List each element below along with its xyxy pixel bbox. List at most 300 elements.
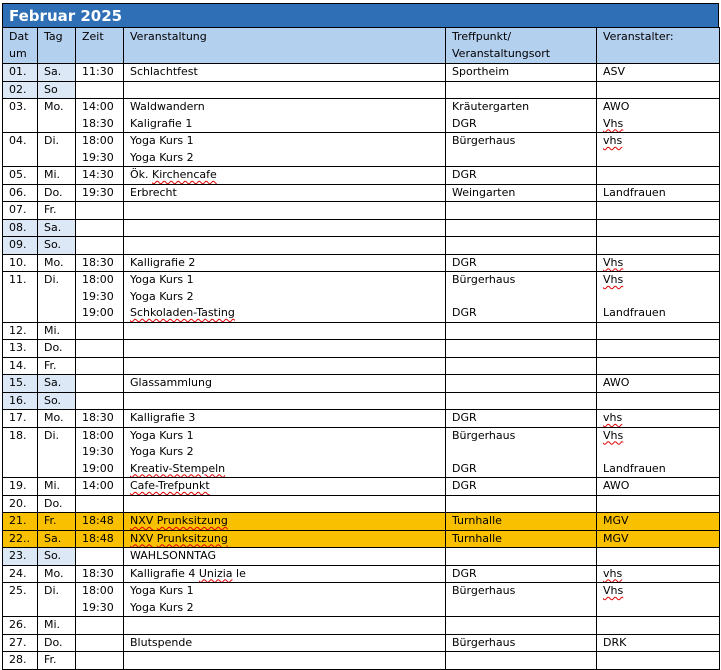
cell-place — [446, 478, 597, 496]
cell-place-line: DGR — [452, 306, 477, 319]
cell-weekday-line: Di. — [44, 584, 60, 597]
cell-time-line: 18:00 — [82, 273, 114, 286]
table-row — [3, 617, 720, 635]
cell-time — [76, 617, 124, 635]
cell-day — [3, 202, 38, 220]
cell-weekday — [38, 410, 76, 428]
cell-weekday-line: Mi. — [44, 168, 61, 181]
header-veranstaltung: Veranstaltung — [124, 28, 446, 64]
table-row — [3, 565, 720, 583]
table-row — [3, 652, 720, 670]
cell-event — [124, 427, 446, 478]
cell-time-line — [82, 635, 123, 652]
cell-weekday — [38, 254, 76, 272]
cell-time-line — [82, 237, 123, 254]
cell-place-line: Bürgerhaus — [452, 428, 516, 442]
cell-organizer-line — [603, 289, 719, 306]
cell-weekday-line: Sa. — [44, 220, 62, 234]
cell-time-line: 19:00 — [82, 306, 114, 319]
cell-time — [76, 427, 124, 478]
cell-weekday-line: So. — [44, 393, 62, 407]
cell-event-line: Yoga Kurs 2 — [130, 445, 194, 458]
cell-organizer — [597, 617, 720, 635]
cell-day-line: 26. — [9, 618, 27, 631]
cell-day-line: 24. — [9, 566, 27, 580]
cell-time — [76, 202, 124, 220]
cell-place-line — [452, 600, 596, 617]
cell-day-line: 13. — [9, 341, 27, 354]
cell-place-line — [452, 82, 596, 99]
cell-event — [124, 219, 446, 237]
cell-place-line — [452, 393, 596, 410]
cell-event-line: Schlachtfest — [130, 65, 198, 78]
cell-organizer — [597, 410, 720, 428]
events-body — [3, 64, 720, 670]
table-row — [3, 184, 720, 202]
cell-time-line: 19:30 — [82, 445, 114, 458]
table-row — [3, 392, 720, 410]
cell-time-line: 11:30 — [82, 65, 114, 78]
cell-organizer — [597, 478, 720, 496]
cell-organizer-line: Vhs — [603, 273, 624, 286]
cell-organizer-line: MGV — [603, 531, 629, 545]
table-row — [3, 495, 720, 513]
cell-event-line: Schkoladen-Tasting — [130, 306, 235, 319]
cell-event-line — [130, 82, 445, 99]
cell-day — [3, 548, 38, 566]
cell-weekday — [38, 64, 76, 82]
cell-day — [3, 322, 38, 340]
cell-place — [446, 357, 597, 375]
cell-organizer-line: Vhs — [603, 584, 624, 597]
cell-organizer-line: AWO — [603, 376, 630, 389]
cell-day — [3, 237, 38, 255]
cell-weekday-line: So — [44, 82, 58, 96]
cell-event-line: Waldwandern — [130, 100, 205, 113]
cell-time — [76, 357, 124, 375]
cell-day-line: 17. — [9, 411, 27, 424]
cell-place — [446, 81, 597, 99]
cell-day-line: 28. — [9, 653, 27, 666]
cell-weekday — [38, 237, 76, 255]
cell-day-line — [9, 289, 37, 306]
cell-place — [446, 133, 597, 167]
cell-event — [124, 530, 446, 548]
table-row — [3, 357, 720, 375]
table-row — [3, 322, 720, 340]
cell-organizer-line: vhs — [603, 134, 623, 147]
cell-time-line — [82, 617, 123, 634]
cell-weekday-line: Mi. — [44, 479, 61, 492]
cell-place — [446, 634, 597, 652]
cell-day — [3, 617, 38, 635]
table-row — [3, 410, 720, 428]
cell-day-line: 18. — [9, 428, 27, 442]
cell-organizer — [597, 392, 720, 410]
cell-weekday — [38, 322, 76, 340]
cell-place-line: DGR — [452, 461, 477, 475]
header-zeit: Zeit — [76, 28, 124, 64]
cell-place-line — [452, 323, 596, 340]
cell-organizer-line: AWO — [603, 100, 630, 113]
cell-weekday-line: So. — [44, 238, 62, 251]
cell-organizer-line: Landfrauen — [603, 461, 666, 475]
cell-day-line: 25. — [9, 584, 27, 597]
cell-time-line — [82, 323, 123, 340]
cell-place-line: Bürgerhaus — [452, 635, 516, 649]
cell-organizer — [597, 357, 720, 375]
cell-time-line: 14:00 — [82, 479, 114, 492]
cell-place — [446, 410, 597, 428]
cell-organizer — [597, 133, 720, 167]
cell-place-line — [452, 548, 596, 565]
cell-event — [124, 617, 446, 635]
cell-day — [3, 478, 38, 496]
cell-weekday — [38, 184, 76, 202]
cell-weekday — [38, 81, 76, 99]
cell-event — [124, 495, 446, 513]
cell-event-line: Ök. Kirchencafe — [130, 168, 217, 181]
cell-weekday — [38, 219, 76, 237]
cell-event — [124, 99, 446, 133]
cell-time-line — [82, 548, 123, 565]
cell-weekday-line: Di. — [44, 273, 60, 286]
cell-organizer-line: vhs — [603, 411, 623, 424]
cell-time — [76, 478, 124, 496]
cell-time-line — [82, 202, 123, 219]
cell-time-line: 18:00 — [82, 428, 114, 442]
cell-event-line: Yoga Kurs 2 — [130, 289, 194, 303]
cell-time — [76, 513, 124, 531]
cell-time — [76, 375, 124, 393]
cell-weekday-line: Mi. — [44, 618, 61, 631]
cell-time — [76, 272, 124, 323]
cell-place-line — [452, 358, 596, 375]
cell-place-line: DGR — [452, 116, 477, 130]
cell-weekday — [38, 478, 76, 496]
table-row — [3, 427, 720, 478]
cell-weekday — [38, 340, 76, 358]
cell-event — [124, 410, 446, 428]
cell-organizer-line — [603, 340, 719, 357]
cell-day-line: 23. — [9, 549, 27, 562]
cell-place-line — [452, 375, 596, 392]
cell-organizer — [597, 64, 720, 82]
cell-weekday-line — [44, 289, 75, 306]
cell-event — [124, 272, 446, 323]
cell-event-line — [130, 202, 445, 219]
cell-event — [124, 81, 446, 99]
cell-weekday-line: Sa. — [44, 376, 62, 389]
cell-organizer — [597, 272, 720, 323]
cell-time-line: 19:30 — [82, 150, 114, 164]
cell-place — [446, 375, 597, 393]
cell-time — [76, 322, 124, 340]
table-row — [3, 99, 720, 133]
cell-day — [3, 219, 38, 237]
cell-time-line: 18:00 — [82, 584, 114, 597]
cell-organizer-line — [603, 220, 719, 237]
cell-day — [3, 634, 38, 652]
cell-day — [3, 530, 38, 548]
cell-day-line: 21. — [9, 514, 27, 527]
cell-place-line — [452, 289, 596, 306]
cell-day — [3, 495, 38, 513]
cell-weekday-line: Mo. — [44, 566, 64, 580]
cell-event-line — [130, 340, 445, 357]
cell-event-line: Erbrecht — [130, 185, 177, 199]
cell-weekday — [38, 583, 76, 617]
cell-time — [76, 583, 124, 617]
table-row — [3, 254, 720, 272]
cell-event — [124, 583, 446, 617]
cell-event — [124, 167, 446, 185]
cell-place — [446, 530, 597, 548]
cell-time-line: 19:30 — [82, 600, 114, 614]
cell-place — [446, 513, 597, 531]
cell-time — [76, 184, 124, 202]
cell-day-line: 01. — [9, 65, 27, 78]
cell-time-line: 14:00 — [82, 100, 114, 113]
cell-place-line — [452, 444, 596, 461]
cell-organizer — [597, 375, 720, 393]
cell-place-line: Kräutergarten — [452, 100, 530, 113]
cell-weekday — [38, 548, 76, 566]
cell-day — [3, 254, 38, 272]
cell-organizer-line: ASV — [603, 65, 626, 78]
cell-day — [3, 375, 38, 393]
cell-event — [124, 64, 446, 82]
cell-place — [446, 565, 597, 583]
cell-weekday — [38, 427, 76, 478]
cell-time-line: 19:30 — [82, 185, 114, 199]
cell-place-line: Turnhalle — [452, 531, 502, 545]
cell-weekday — [38, 202, 76, 220]
cell-weekday-line — [44, 461, 75, 478]
cell-weekday-line — [44, 116, 75, 133]
cell-weekday — [38, 133, 76, 167]
cell-organizer-line — [603, 167, 719, 184]
cell-organizer — [597, 652, 720, 670]
cell-day-line: 19. — [9, 479, 27, 492]
cell-organizer — [597, 237, 720, 255]
cell-organizer — [597, 634, 720, 652]
cell-day — [3, 81, 38, 99]
cell-place — [446, 272, 597, 323]
header-row — [3, 28, 720, 64]
cell-day-line — [9, 461, 37, 478]
cell-weekday-line — [44, 305, 75, 322]
cell-organizer — [597, 81, 720, 99]
table-row — [3, 375, 720, 393]
cell-event-line — [130, 652, 445, 669]
cell-day — [3, 583, 38, 617]
cell-event — [124, 634, 446, 652]
cell-place — [446, 652, 597, 670]
cell-day — [3, 357, 38, 375]
cell-event — [124, 184, 446, 202]
table-row — [3, 167, 720, 185]
cell-place-line: DGR — [452, 479, 477, 492]
cell-day-line — [9, 444, 37, 461]
cell-event-line: Kalligrafie 2 — [130, 255, 196, 269]
cell-place — [446, 548, 597, 566]
cell-time-line — [82, 358, 123, 375]
cell-time-line: 18:48 — [82, 531, 114, 545]
cell-event — [124, 548, 446, 566]
cell-event — [124, 565, 446, 583]
cell-place — [446, 322, 597, 340]
cell-event-line: Kreativ-Stempeln — [130, 461, 226, 475]
cell-event-line: Yoga Kurs 1 — [130, 428, 194, 442]
cell-day-line: 10. — [9, 255, 27, 269]
cell-organizer — [597, 184, 720, 202]
cell-day — [3, 272, 38, 323]
cell-weekday-line: Mo. — [44, 411, 64, 424]
cell-time-line — [82, 652, 123, 669]
cell-day — [3, 99, 38, 133]
cell-place-line: Bürgerhaus — [452, 584, 516, 597]
cell-weekday — [38, 652, 76, 670]
table-row — [3, 513, 720, 531]
cell-place — [446, 202, 597, 220]
cell-event — [124, 357, 446, 375]
cell-day-line: 12. — [9, 323, 27, 337]
table-row — [3, 634, 720, 652]
cell-organizer — [597, 202, 720, 220]
cell-day — [3, 392, 38, 410]
cell-day — [3, 427, 38, 478]
table-row — [3, 202, 720, 220]
cell-event — [124, 513, 446, 531]
cell-event-line: Blutspende — [130, 635, 193, 649]
cell-event-line: Kalligrafie 3 — [130, 411, 196, 424]
cell-day — [3, 652, 38, 670]
cell-day — [3, 513, 38, 531]
cell-time-line: 18:30 — [82, 566, 114, 580]
cell-time-line: 18:30 — [82, 116, 114, 130]
cell-weekday — [38, 495, 76, 513]
cell-time — [76, 133, 124, 167]
cell-event — [124, 254, 446, 272]
cell-organizer-line — [603, 393, 719, 410]
cell-place — [446, 99, 597, 133]
cell-organizer — [597, 427, 720, 478]
cell-event-line: WAHLSONNTAG — [130, 549, 217, 562]
cell-weekday-line: Mo. — [44, 100, 64, 113]
cell-weekday-line: Do. — [44, 496, 63, 510]
cell-time-line — [82, 375, 123, 392]
cell-weekday-line: Di. — [44, 428, 60, 442]
cell-place — [446, 392, 597, 410]
cell-time — [76, 64, 124, 82]
header-ort: Treffpunkt/ Veranstaltungsort — [446, 28, 597, 64]
cell-weekday — [38, 617, 76, 635]
cell-time-line — [82, 393, 123, 410]
cell-time-line: 14:30 — [82, 168, 114, 181]
cell-organizer — [597, 495, 720, 513]
table-row — [3, 133, 720, 167]
cell-weekday — [38, 375, 76, 393]
cell-day-line — [9, 150, 37, 167]
cell-place — [446, 254, 597, 272]
cell-weekday-line: Do. — [44, 185, 63, 199]
cell-place-line: Bürgerhaus — [452, 273, 516, 286]
table-row — [3, 81, 720, 99]
cell-organizer — [597, 340, 720, 358]
cell-weekday-line: Do. — [44, 635, 63, 649]
cell-event — [124, 375, 446, 393]
cell-time — [76, 254, 124, 272]
table-row — [3, 237, 720, 255]
table-row — [3, 272, 720, 323]
cell-event-line: Glassammlung — [130, 376, 212, 389]
cell-organizer-line — [603, 358, 719, 375]
cell-place-line — [452, 340, 596, 357]
cell-day-line: 11. — [9, 273, 27, 286]
table-row — [3, 64, 720, 82]
cell-day — [3, 167, 38, 185]
cell-day-line: 14. — [9, 358, 27, 372]
cell-organizer-line: Vhs — [603, 255, 624, 269]
cell-place-line: Weingarten — [452, 185, 516, 199]
cell-day-line: 08. — [9, 220, 27, 234]
cell-day-line — [9, 116, 37, 133]
cell-organizer-line — [603, 150, 719, 167]
cell-time — [76, 219, 124, 237]
calendar-sheet — [2, 3, 719, 670]
cell-time-line: 19:30 — [82, 289, 114, 303]
table-row — [3, 530, 720, 548]
cell-weekday-line: Fr. — [44, 514, 57, 527]
cell-event — [124, 652, 446, 670]
cell-day-line: 20. — [9, 496, 27, 510]
cell-weekday-line: Do. — [44, 341, 63, 354]
cell-organizer-line: DRK — [603, 635, 627, 649]
events-table — [2, 27, 720, 670]
cell-event — [124, 340, 446, 358]
cell-event-line: Yoga Kurs 2 — [130, 600, 194, 614]
cell-organizer-line — [603, 202, 719, 219]
cell-weekday-line: Mo. — [44, 255, 64, 269]
cell-event-line: Yoga Kurs 1 — [130, 273, 194, 286]
cell-event-line — [130, 220, 445, 237]
cell-time-line: 18:30 — [82, 411, 114, 424]
cell-time-line: 18:30 — [82, 255, 114, 269]
cell-place — [446, 617, 597, 635]
cell-place — [446, 219, 597, 237]
cell-organizer — [597, 219, 720, 237]
header-tag: Tag — [38, 28, 76, 64]
cell-place — [446, 184, 597, 202]
cell-weekday-line: Fr. — [44, 358, 57, 372]
cell-event-line: Kalligrafie 4 Unizia le — [130, 566, 246, 580]
cell-time — [76, 99, 124, 133]
cell-weekday-line: Fr. — [44, 653, 57, 666]
cell-day-line: 27. — [9, 635, 27, 649]
table-row — [3, 340, 720, 358]
cell-time — [76, 652, 124, 670]
cell-time — [76, 565, 124, 583]
cell-event-line — [130, 496, 445, 513]
cell-weekday-line: Fr. — [44, 203, 57, 216]
cell-place-line: DGR — [452, 255, 477, 269]
cell-weekday — [38, 357, 76, 375]
cell-organizer-line — [603, 617, 719, 634]
cell-event — [124, 392, 446, 410]
cell-day-line: 22.. — [9, 531, 30, 545]
table-row — [3, 219, 720, 237]
